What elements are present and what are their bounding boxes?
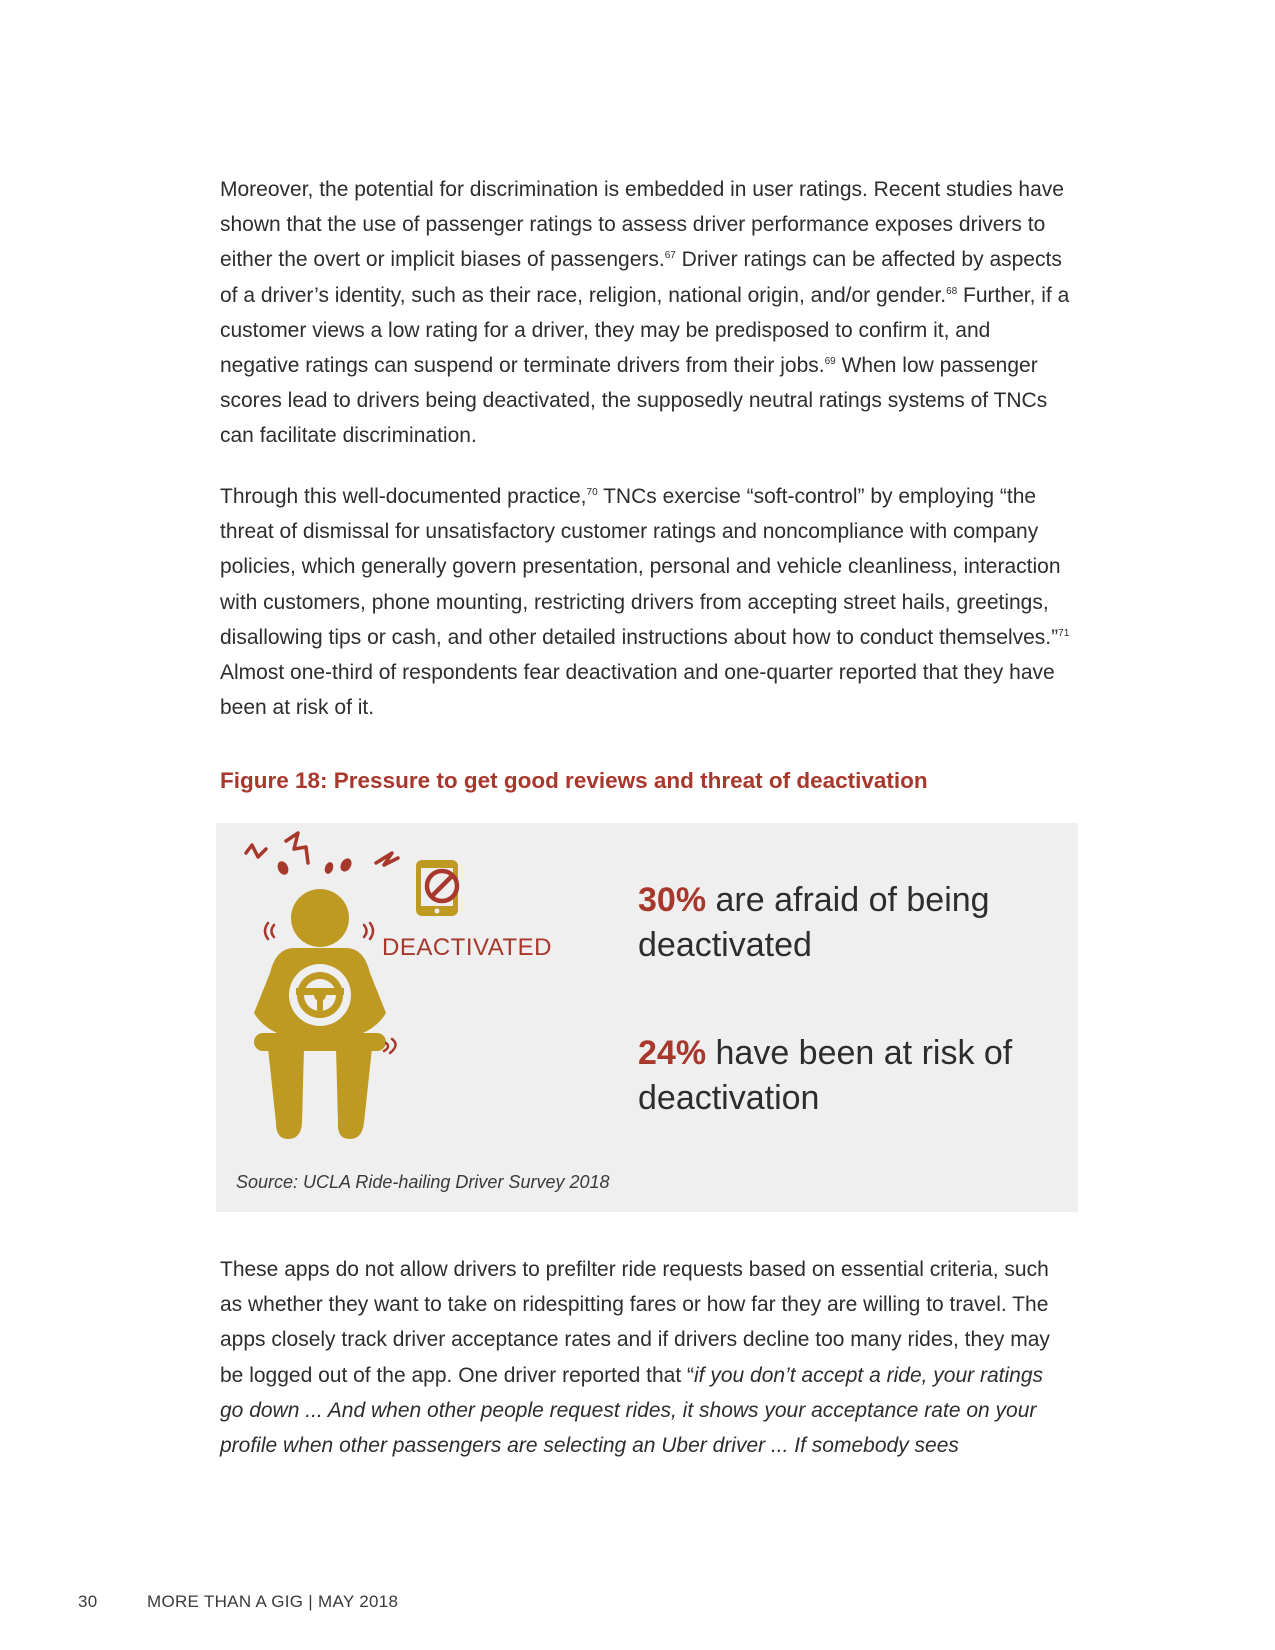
stress-drops-icon bbox=[276, 856, 354, 876]
page-number: 30 bbox=[78, 1592, 98, 1611]
paragraph-text: Moreover, the potential for discrimination is embedded in user ratings. Recent studies have shown that the use of passenger ratings to assess driver performance exposes drivers to either the overt or implicit biases of passengers. bbox=[220, 178, 1064, 272]
footnote-ref: 69 bbox=[824, 356, 836, 368]
paragraph-text: These apps do not allow drivers to prefilter ride requests based on essential criteria, such as whether they want to take on ridespitting fares or how far they are willing to travel. The apps closely track driver acceptance rates and if drivers decline too many rides, they may be logged out of the app. One driver reported that “ bbox=[220, 1258, 1050, 1387]
stat-percent: 24% bbox=[638, 1034, 707, 1072]
stat-at-risk bbox=[638, 1031, 1068, 1121]
footnote-ref: 70 bbox=[586, 487, 598, 498]
paragraph-text: TNCs exercise “soft-control” by employing “the threat of dismissal for unsatisfactory customer ratings and noncompliance with company policies, which generally govern presentation, personal and vehicle cleanliness, interaction with customers, phone mounting, restricting drivers from accepting street hails, greetings, disallowing tips or cash, and other detailed instructions about how to conduct themselves.” bbox=[220, 485, 1061, 649]
footnote-ref: 68 bbox=[946, 285, 958, 297]
stat-afraid bbox=[638, 878, 1068, 968]
paragraph-text: Driver ratings can be affected by aspects of a driver’s identity, such as their race, religion, national origin, and/or gender. bbox=[220, 248, 1062, 307]
body-paragraph-acceptance bbox=[220, 1252, 1070, 1463]
driver-quote: if you don’t accept a ride, your ratings go down ... And when other people request rides, it shows your acceptance rate on your profile when other passengers are selecting an Uber driver ... If somebody sees bbox=[220, 1363, 1044, 1458]
paragraph-text: When low passenger scores lead to drivers being deactivated, the supposedly neutral ratings systems of TNCs can facilitate discrimination. bbox=[220, 354, 1048, 448]
footnote-ref: 71 bbox=[1058, 627, 1070, 639]
body-paragraph-ratings bbox=[220, 172, 1070, 454]
stat-text: have been at risk of deactivation bbox=[638, 1034, 1013, 1117]
steering-wheel-icon bbox=[289, 964, 351, 1026]
footnote-ref: 67 bbox=[664, 250, 676, 262]
footer-title: MORE THAN A GIG | MAY 2018 bbox=[147, 1592, 399, 1611]
paragraph-text: Almost one-third of respondents fear deactivation and one-quarter reported that they have been at risk of it. bbox=[220, 661, 1055, 720]
paragraph-text: Through this well-documented practice, bbox=[220, 485, 587, 508]
figure-title: Figure 18: Pressure to get good reviews and threat of deactivation bbox=[220, 768, 928, 793]
figure-source: Source: UCLA Ride-hailing Driver Survey 2018 bbox=[236, 1172, 610, 1192]
paragraph-text: Further, if a customer views a low rating for a driver, they may be predisposed to confirm it, and negative ratings can suspend or terminate drivers from their jobs. bbox=[220, 283, 1070, 378]
body-paragraph-soft-control bbox=[220, 479, 1070, 725]
stat-text: are afraid of being deactivated bbox=[638, 881, 990, 964]
phone-blocked-icon bbox=[416, 860, 458, 916]
stat-percent: 30% bbox=[638, 881, 707, 919]
deactivated-label: DEACTIVATED bbox=[382, 934, 552, 961]
stress-marks-icon bbox=[246, 833, 398, 865]
figure-panel bbox=[216, 823, 1078, 1212]
